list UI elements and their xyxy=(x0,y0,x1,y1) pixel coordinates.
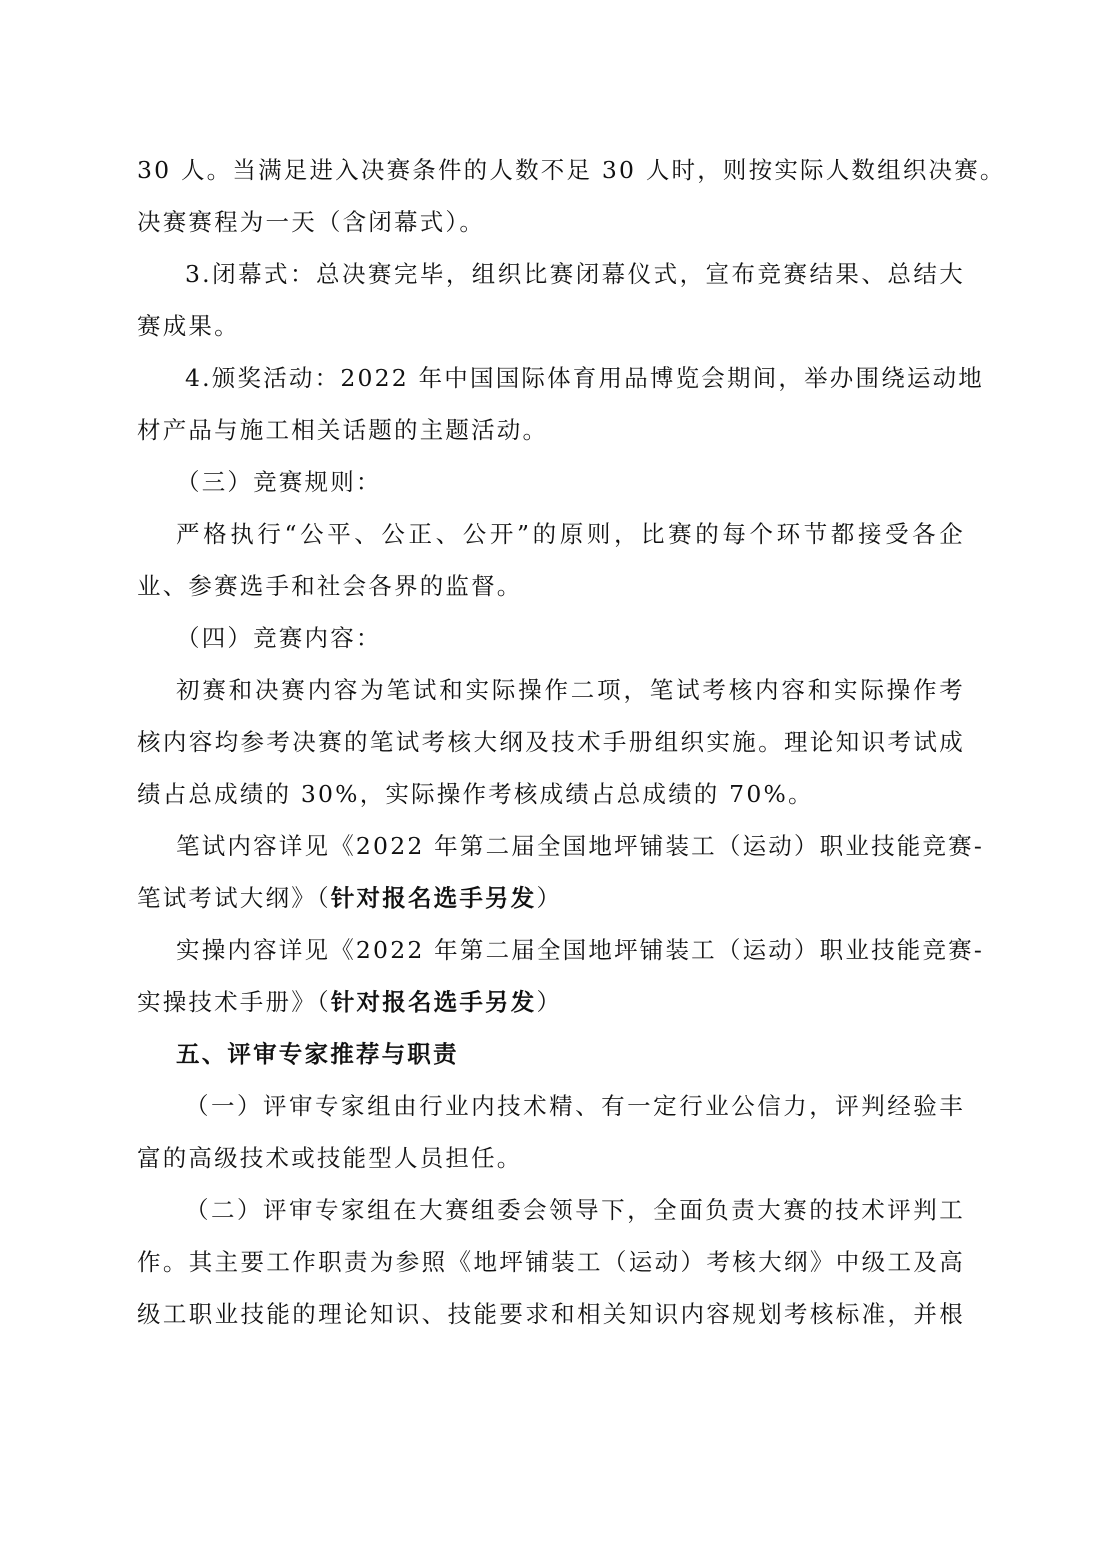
line-text: 笔试考试大纲》（ xyxy=(137,884,331,912)
paragraph-line: （二）评审专家组在大赛组委会领导下，全面负责大赛的技术评判工 xyxy=(185,1196,965,1224)
line-text: 实操技术手册》（ xyxy=(137,988,331,1016)
paragraph-line: 富的高级技术或技能型人员担任。 xyxy=(137,1144,523,1172)
paragraph-line: 严格执行“公平、公正、公开”的原则，比赛的每个环节都接受各企 xyxy=(176,520,965,548)
paragraph-line: （一）评审专家组由行业内技术精、有一定行业公信力，评判经验丰 xyxy=(185,1092,965,1120)
paragraph-line xyxy=(137,985,965,1019)
paragraph-line: 核内容均参考决赛的笔试考核大纲及技术手册组织实施。理论知识考试成 xyxy=(137,728,965,756)
paragraph-line: 级工职业技能的理论知识、技能要求和相关知识内容规划考核标准，并根 xyxy=(137,1300,965,1328)
paragraph-line: 初赛和决赛内容为笔试和实际操作二项，笔试考核内容和实际操作考 xyxy=(176,676,965,704)
paragraph-line: 30 人。当满足进入决赛条件的人数不足 30 人时，则按实际人数组织决赛。 xyxy=(137,156,1006,184)
paragraph-line: 3.闭幕式：总决赛完毕，组织比赛闭幕仪式，宣布竞赛结果、总结大 xyxy=(185,260,965,288)
line-text: ） xyxy=(536,884,563,912)
paragraph-line: 4.颁奖活动：2022 年中国国际体育用品博览会期间，举办围绕运动地 xyxy=(185,364,984,392)
paragraph-line: 业、参赛选手和社会各界的监督。 xyxy=(137,572,523,600)
paragraph-line: 实操内容详见《2022 年第二届全国地坪铺装工（运动）职业技能竞赛- xyxy=(176,936,985,964)
paragraph-line: 绩占总成绩的 30%，实际操作考核成绩占总成绩的 70%。 xyxy=(137,780,814,808)
paragraph-line: 赛成果。 xyxy=(137,312,240,340)
paragraph-line: 笔试内容详见《2022 年第二届全国地坪铺装工（运动）职业技能竞赛- xyxy=(176,832,985,860)
section-subheading: （四）竞赛内容： xyxy=(176,624,382,652)
bold-note: 针对报名选手另发 xyxy=(330,884,537,912)
paragraph-line xyxy=(137,881,965,915)
paragraph-line: 材产品与施工相关话题的主题活动。 xyxy=(137,416,549,444)
line-text: ） xyxy=(536,988,563,1016)
section-heading: 五、评审专家推荐与职责 xyxy=(176,1040,459,1068)
bold-note: 针对报名选手另发 xyxy=(330,988,537,1016)
paragraph-line: 决赛赛程为一天（含闭幕式）。 xyxy=(137,208,486,236)
section-subheading: （三）竞赛规则： xyxy=(176,468,382,496)
paragraph-line: 作。其主要工作职责为参照《地坪铺装工（运动）考核大纲》中级工及高 xyxy=(137,1248,965,1276)
